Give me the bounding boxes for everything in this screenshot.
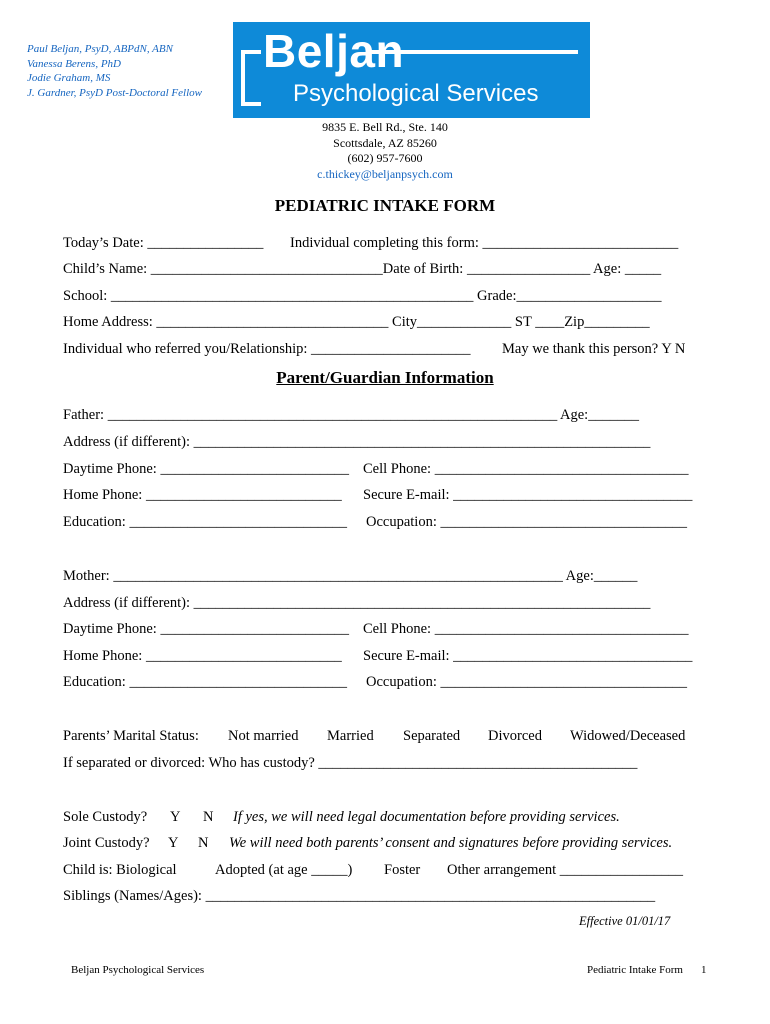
joint-custody-note: We will need both parents’ consent and signatures before providing services. [229, 835, 673, 851]
footer-form-name: Pediatric Intake Form [587, 964, 683, 976]
joint-custody-label: Joint Custody? [63, 835, 150, 851]
father-education[interactable]: Education: ______________________________ [63, 514, 347, 530]
parent-section-title: Parent/Guardian Information [276, 368, 494, 387]
mother-home-phone[interactable]: Home Phone: ___________________________ [63, 648, 342, 664]
phone-line: (602) 957-7600 [347, 151, 423, 165]
mother-address-row[interactable]: Address (if different): _______________________________________________________________ [63, 595, 651, 611]
childs-name-row[interactable]: Child’s Name: ________________________________Date of Birth: _________________ Age: _____ [63, 261, 662, 277]
sole-custody-note: If yes, we will need legal documentation before providing services. [233, 809, 620, 825]
father-address-row[interactable]: Address (if different): _______________________________________________________________ [63, 434, 651, 450]
form-title: PEDIATRIC INTAKE FORM [274, 196, 496, 215]
child-other-arrangement[interactable]: Other arrangement _________________ [447, 862, 683, 878]
siblings-row[interactable]: Siblings (Names/Ages): ______________________________________________________________ [63, 888, 656, 904]
address-line: Scottsdale, AZ 85260 [333, 135, 437, 150]
custody-who-row[interactable]: If separated or divorced: Who has custody? ____________________________________________ [63, 755, 638, 771]
marital-status-label: Parents’ Marital Status: [63, 728, 199, 744]
page-number: 1 [701, 964, 707, 976]
logo-bracket [241, 50, 261, 106]
home-address-row[interactable]: Home Address: ________________________________ City_____________ ST ____Zip_________ [63, 314, 650, 330]
mother-daytime-phone[interactable]: Daytime Phone: __________________________ [63, 621, 349, 637]
staff-line: J. Gardner, PsyD Post-Doctoral Fellow [27, 86, 202, 99]
marital-option-separated[interactable]: Separated [403, 728, 461, 744]
logo-subtitle: Psychological Services [293, 80, 539, 107]
child-is-biological[interactable]: Child is: Biological [63, 862, 177, 878]
staff-line: Paul Beljan, PsyD, ABPdN, ABN [27, 43, 173, 55]
todays-date-field[interactable]: Today’s Date: ________________ [63, 235, 264, 251]
logo [233, 22, 590, 118]
staff-line: Jodie Graham, MS [27, 72, 111, 84]
staff-line: Vanessa Berens, PhD [27, 57, 121, 70]
effective-date: Effective 01/01/17 [579, 914, 671, 928]
email-link[interactable]: c.thickey@beljanpsych.com [317, 166, 453, 181]
marital-option-widowed[interactable]: Widowed/Deceased [570, 728, 686, 744]
referred-field[interactable]: Individual who referred you/Relationship: ______________________ [63, 341, 471, 357]
mother-email[interactable]: Secure E-mail: _________________________________ [363, 648, 693, 664]
joint-custody-no[interactable]: N [198, 835, 209, 851]
marital-option-married[interactable]: Married [327, 728, 374, 744]
sole-custody-no[interactable]: N [203, 809, 214, 825]
mother-education[interactable]: Education: ______________________________ [63, 674, 347, 690]
sole-custody-yes[interactable]: Y [170, 809, 181, 825]
marital-option-divorced[interactable]: Divorced [488, 728, 542, 744]
logo-name: Beljan [263, 25, 405, 77]
father-name-row[interactable]: Father: ______________________________________________________________ Age:_______ [63, 407, 639, 423]
individual-completing-field[interactable]: Individual completing this form: ___________________________ [290, 235, 679, 251]
father-home-phone[interactable]: Home Phone: ___________________________ [63, 487, 342, 503]
marital-option-not-married[interactable]: Not married [228, 728, 299, 744]
joint-custody-yes[interactable]: Y [168, 835, 179, 851]
child-adopted-option[interactable]: Adopted (at age _____) [215, 862, 353, 878]
mother-occupation[interactable]: Occupation: __________________________________ [366, 674, 687, 690]
school-row[interactable]: School: __________________________________________________ Grade:____________________ [63, 288, 662, 304]
address-line: 9835 E. Bell Rd., Ste. 140 [322, 120, 448, 134]
staff-list [27, 42, 202, 100]
thank-field[interactable]: May we thank this person? Y N [502, 341, 686, 357]
father-cell-phone[interactable]: Cell Phone: ___________________________________ [363, 461, 689, 477]
mother-cell-phone[interactable]: Cell Phone: ___________________________________ [363, 621, 689, 637]
mother-name-row[interactable]: Mother: ______________________________________________________________ Age:______ [63, 568, 638, 584]
father-email[interactable]: Secure E-mail: _________________________________ [363, 487, 693, 503]
address-block [0, 120, 770, 182]
footer-org: Beljan Psychological Services [71, 964, 205, 976]
sole-custody-label: Sole Custody? [63, 809, 148, 825]
father-daytime-phone[interactable]: Daytime Phone: __________________________ [63, 461, 349, 477]
father-occupation[interactable]: Occupation: __________________________________ [366, 514, 687, 530]
child-foster-option[interactable]: Foster [384, 862, 421, 878]
